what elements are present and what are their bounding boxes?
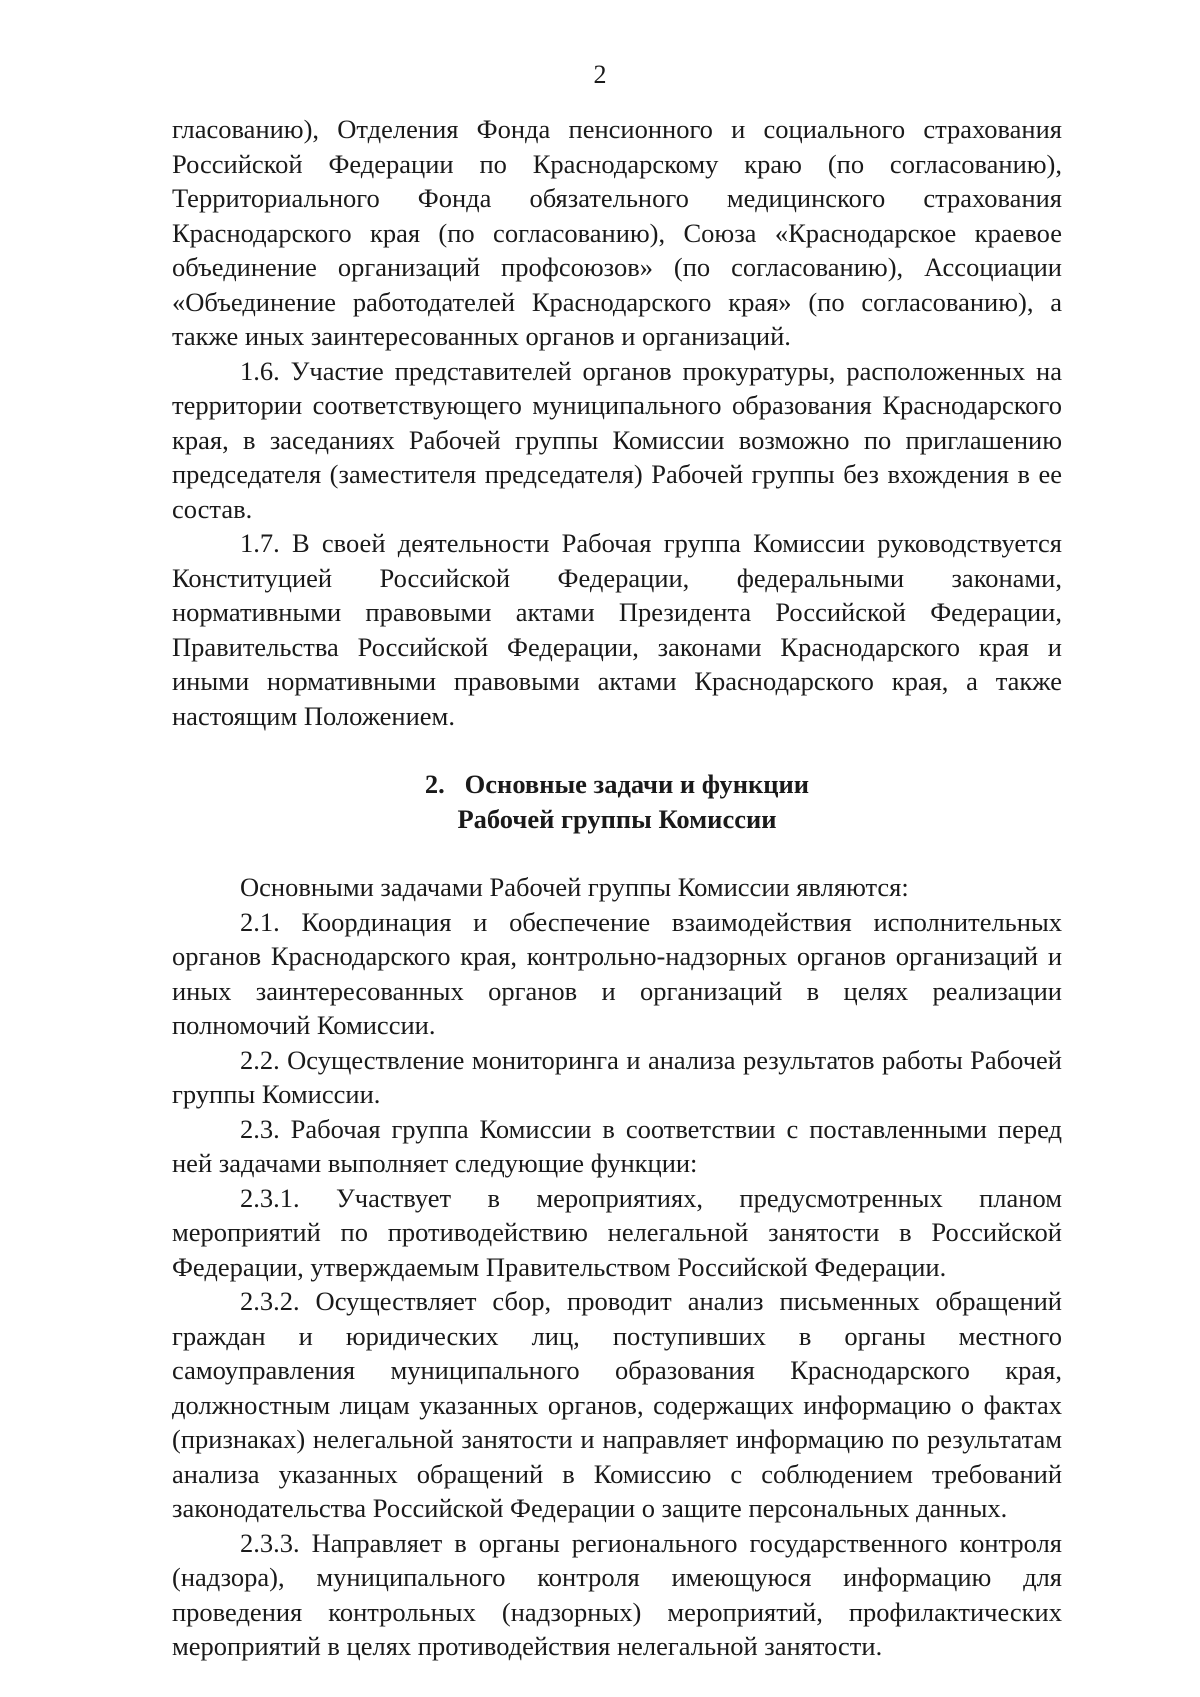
section-2-heading	[172, 767, 1062, 836]
paragraph-2-2: 2.2. Осуществление мониторинга и анализа результатов работы Рабочей группы Комиссии.	[172, 1044, 1062, 1109]
page-number: 2	[593, 60, 607, 89]
paragraph-2-1: 2.1. Координация и обеспечение взаимодействия исполнительных органов Краснодарского края, контрольно-надзорных органов организаций и иных заинтересованных органов и организаций в целях реализации полномочий Комиссии.	[172, 906, 1062, 1040]
document-body	[172, 112, 1062, 1664]
section-2-title-line-1: 2. Основные задачи и функции	[424, 769, 810, 799]
paragraph-2-3: 2.3. Рабочая группа Комиссии в соответствии с поставленными перед ней задачами выполняет следующие функции:	[172, 1113, 1062, 1178]
paragraph-2-3-3: 2.3.3. Направляет в органы регионального государственного контроля (надзора), муниципального контроля имеющуюся информацию для проведения контрольных (надзорных) мероприятий, профилактических мероприятий в целях противодействия нелегальной занятости.	[172, 1527, 1062, 1661]
paragraph-2-3-2: 2.3.2. Осуществляет сбор, проводит анализ письменных обращений граждан и юридических лиц, поступивших в органы местного самоуправления муниципального образования Краснодарского края, должностным лицам указанных органов, содержащих информацию о фактах (признаках) нелегальной занятости и направляет информацию по результатам анализа указанных обращений в Комиссию с соблюдением требований законодательства Российской Федерации о защите персональных данных.	[172, 1286, 1062, 1523]
paragraph-1-7: 1.7. В своей деятельности Рабочая группа Комиссии руководствуется Конституцией Российской Федерации, федеральными законами, нормативными правовыми актами Президента Российской Федерации, Правительства Российской Федерации, законами Краснодарского края и иными нормативными правовыми актами Краснодарского края, а также настоящим Положением.	[172, 528, 1062, 731]
section-2-title-line-2: Рабочей группы Комиссии	[457, 803, 777, 834]
paragraph-tasks-intro: Основными задачами Рабочей группы Комиссии являются:	[240, 872, 909, 902]
paragraph-2-3-1: 2.3.1. Участвует в мероприятиях, предусмотренных планом мероприятий по противодействию нелегальной занятости в Российской Федерации, утверждаемым Правительством Российской Федерации.	[172, 1182, 1062, 1282]
paragraph-1-6: 1.6. Участие представителей органов прокуратуры, расположенных на территории соответствующего муниципального образования Краснодарского края, в заседаниях Рабочей группы Комиссии возможно по приглашению председателя (заместителя председателя) Рабочей группы без вхождения в ее состав.	[172, 355, 1062, 524]
paragraph-continuation: гласованию), Отделения Фонда пенсионного и социального страхования Российской Федерации по Краснодарскому краю (по согласованию), Территориального Фонда обязательного медицинского страхования Краснодарского края (по согласованию), Союза «Краснодарское краевое объединение организаций профсоюзов» (по согласованию), Ассоциации «Объединение работодателей Краснодарского края» (по согласованию), а также иных заинтересованных органов и организаций.	[172, 114, 1062, 351]
